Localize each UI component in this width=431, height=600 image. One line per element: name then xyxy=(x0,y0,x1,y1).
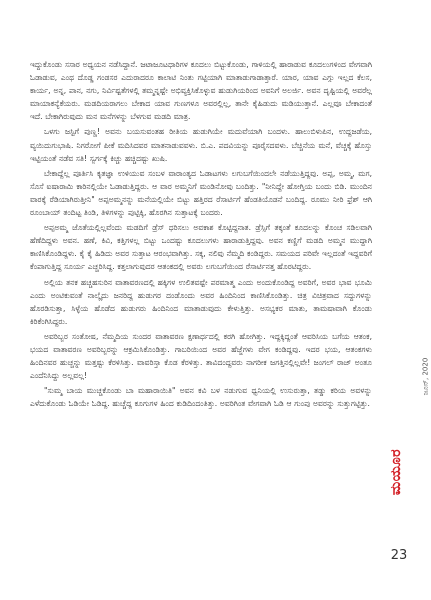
issue-date: ಜೂನ್, 2020 xyxy=(421,357,430,396)
article-paragraph-1: ಇದ್ದುಕೊಂಡು ಸಸಾರ ಅಧ್ಯಯನ ನಡೆಸಿದ್ದಾನೆ. ಜಟಾಜೂಟಧಾರಿಗಳ ಕೂದಲು ಬಿಟ್ಟುಕೊಂಡು, ಗಾಳಿಯಲ್ಲಿ ಹಾರಾಡುವ ಕೂದಲುಗಳಿಂದ ವೇಗವಾಗಿ ಓಡಾಡುವ, ಎಂಥ ದೊಡ್ಡ ಗಂಡಸರ ಎದುರಾದರೂ ಕಾಲಾಟಿ ನಿಂತು ಗಟ್ಟಿಯಾಗಿ ಮಾತಾಡುಗಾಡಾತ್ತಾರೆ. ಯಾರ, ಯಾವ ಎಗ್ಗು ಇಲ್ಲದ ಕೆಲಸ, ಕಾರ್ಯ, ಅನ್ನ, ಪಾನ, ನಗು, ನಿರ್ವಿಷ್ಟತೆಗಳಲ್ಲಿ ತಮ್ಮನ್ನಷ್ಟೇ ಅಭಿವ್ಯಕ್ತಿಸಿಕೊಳ್ಳುವ ಹುಡುಗಿಯರಿಂದ ಅವನಿಗೆ ಅಲರ್ಜಿ. ಅವನ ದೃಷ್ಟಿಯಲ್ಲಿ ಅವರೆಲ್ಲ ಮಾಯಾಕನ್ಯೆಕೆಯರು. ಮಡದಿಯರಾಗಲು ಬೇಕಾದ ಯಾವ ಗುಣಗಳೂ ಅವರಲ್ಲಿಲ್ಲ, ತಾನೇ ಕೈಹಿಡುದು ಮಡಿಯುತ್ತಾನೆ. ಎಲ್ಲವೂ ಬೇಕಾದಂತೆ ಇದೆ. ಬೇಕಾಗಿರುವುದು ಮನ ಮನೆಗಳನ್ನು ಬೆಳಗುವ ಮಡದಿ ಮಾತ್ರ. xyxy=(30,60,372,122)
magazine-name: ಮಯೂರ xyxy=(388,448,404,496)
article-body xyxy=(30,58,372,578)
article-paragraph-2: ಒಳಗು ಜಸ್ಟಿಗೆ ಪುಣ್ಣ! ಅವನು ಬಯಸುವಂತಹ ರೀತಿಯ ಹುಡುಗಿಯೇ ಮದುವೆಯಾಗಿ ಬಂದಳು. ಹಾಲುಬಿಳುಪಿನ, ಉದ್ದಜಡೆಯ, ವ್ಯಯಿದುಗುಭಾಷಿ. ನಿಗರೋಗೆ ಪೀಕೆ ಮದಿಸಿದವರ ಮಾತನಾಡುವವಳು. ಬಿ.ಎ. ಪದವಿಯನ್ನು ಪೂರೈಸದವಳು. ಬೆಚ್ಚಿನೆಯ ಮನೆ, ವೆಚ್ಚಕ್ಕೆ ಹೊಸ್ತು ಇಟ್ಟಿಯಂತೆ ನಡೆವ ಸತಿ! ಸ್ವರ್ಗಕ್ಕೆ ಕಿಚ್ಚು ಹಚ್ಚಿದಷ್ಟು ಖುಷಿ. xyxy=(30,127,372,163)
page-number: 23 xyxy=(390,548,408,563)
magazine-logo xyxy=(372,420,416,530)
article-paragraph-4: ಅಪ್ಪಅಮ್ಮ ಜೊತೆಯಲ್ಲಿಲ್ಲವೆಂದು ಮಡದಿಗೆ ಡ್ರೆಸ್ ಧರಿಸಲು ಅವಕಾಶ ಕೊಟ್ಟಿದ್ದನಾತ. ಡ್ರೆಸ್ಸಿಗೆ ತಕ್ಕಂತೆ ಕೂದಲನ್ನು ಕೊಂಚ ಸಡಿಲವಾಗಿ ಹೆಣೆದಿದ್ದಳು ಅವನ. ಹಣೆ, ಕಿವಿ, ಕತ್ತಿಗಳಲ್ಲ ಬಿಟ್ಟು ಒಂದಷ್ಟು ಕೂದಲುಗಳು ಹಾರಾಡುತ್ತಿದ್ದವು. ಅವನ ಕಣ್ಣಿಗೆ ಮಡದಿ ಅಮ್ಮನ ಮುದ್ದಾಗಿ ಕಾಣಿಸಿಕೊಂಡಿದ್ದಳು. ಕೈ ಕೈ ಹಿಡಿದು ಅವರ ಸುತ್ತಾಟ ಆರಂಭವಾಗಿತ್ತು. ಸಕ್ಕ, ನಲಿವು ನೆಮ್ಮದಿ ಕಂಡಿದ್ದರು. ಸಮಯದ ಪರಿವೇ ಇಲ್ಲದಂತೆ ಇದ್ದವರಿಗೆ ಕೆಂಪಾಗುತ್ತಿದ್ದ ಸೂರ್ಯ ಎಚ್ಚರಿಸಿದ್ದ. ಕತ್ತಲಾಗುವುದರ ಆತಂಕದಲ್ಲಿ ಅವರು ಲಗುಬಗೆಯಿಂದ ರೆಸಾರ್ಟಿನತ್ತ ಹೊರಟಿದ್ದರು. xyxy=(30,223,372,272)
article-paragraph-7: "ಸುಮ್ಮ ಬಾಯ ಮುಚ್ಚಕೊಂಡು ಬಾ ಮಹಾರಾಯಿತಿ" ಅವನ ಕವಿ ಬಳ ನಡುಗುವ ಧ್ವನಿಯಲ್ಲಿ ಉಸುರುತ್ತಾ, ತಡ್ಡು ಕರಿಯ ಅವಳನ್ನು ಎಳೆದುಕೊಂಡು ಓಡಿಯೇ ಓಡಿದ್ದ. ಹುಚ್ಚೆದ್ದ ಕೂಗುಗಳ ಹಿಂದ ಕುಡಿದಿಂದಂತಿತ್ತು. ಅವರಿಗಿಂತ ವೇಗವಾಗಿ ಓಡಿ ಆ ಗುಂಪು ಅವರನ್ನು ಸುತ್ತುಗಟ್ಟಿತ್ತು. xyxy=(30,386,372,409)
article-paragraph-3: ಬೇಕಾದ್ದೆಲ್ಲ ಪೂರ್ತಿಸಿ ಕೃತಜ್ಞಾ ಉಳಿಯುವ ಸಂಬಳ ವಾರಾಂತ್ಯದ ಓಡಾಟಗಳು ಲಗುಬಗೆಯಿಂದಲೇ ನಡೆಯುತ್ತಿದ್ದವು. ಅಪ್ಪ, ಅಮ್ಮ, ಮಗ, ಸೊಸೆ ಐಷಾರಾಮಿ ಕಾರಿನಲ್ಲಿಯೇ ಓಡಾಡುತ್ತಿದ್ದರು. ಆ ವಾರ ಅಮ್ಮನಿಗೆ ಮಂಡಿನೋವು ಬಂದಿತ್ತು. "ನೀನಿದ್ದೇ ಹೋಗ್ತಿಯ ಬಂದು ಬಿಡಿ. ಮುಂದಿನ ವಾರಕ್ಕೆ ರೆಡಿಯಾಗಿರುತ್ತೀನಿ" ಅಪ್ಪಅಮ್ಮನನ್ನು ಮನೆಯಲ್ಲಿಯೇ ಬಿಟ್ಟು ಹತ್ತಿರದ ರೆಸಾರ್ಟಿಗೆ ಹೆಂಡತಿಯೊಡನೆ ಬಂದಿದ್ದ. ರೂಮು ನೀರಿ ಫ್ರೆಶ್ ಆಗಿ ರೂಂಬಾಯ್ ತಂದಿಟ್ಟ ತಿಂಡಿ, ತಿಳಿಗಳನ್ನು ಪುಟ್ಟಿಕ್ಕಿ, ಹೊರಗಿನ ಸುತ್ತಾಟಕ್ಕೆ ಬಂದರು. xyxy=(30,168,372,218)
article-paragraph-5: ಅಲ್ಲಿಯ ತನಕ ಹಚ್ಚಹಸುರಿನ ವಾತಾವರಣದಲ್ಲಿ ಹಕ್ಕಿಗಳ ಉಲಿತವಷ್ಟೇ ಪರಮಾತ್ಮ ಎಂದು ಅಂದುಕೊಂಡಿದ್ದ ಅವರಿಗೆ, ಅವರ ಭಾವ ಭೂಮಿ ಎಂದು ಅಂಟಿಕುವಂತೆ ನಾಲ್ಕೈದು ಜನರಿದ್ದ ಹುಡುಗರ ದಂಡೊಂದು ಅವರ ಹಿಂದಿನಿಂದ ಕಾಣಿಸಿಕೊಂಡಿತ್ತು. ಚಿತ್ರ ವಿಚಿತ್ರವಾದ ಸದ್ದುಗಳನ್ನು ಹೊರಡಿಸುತ್ತಾ, ಸಿಳ್ಳೆಯ ಹೊಡೆದ ಹುಡುಗರು ಹಿಂದಿನಿಂದ ಮಾತಾಡುವುದು ಕೇಳುತ್ತಿತ್ತು. ಅಸಭ್ಯಕರ ಮಾತು, ತಾಮಷಾವಾಗಿ ಕೊಂಡು ಕಿರಿಕೆಂಗಿಸಿದ್ದರು. xyxy=(30,277,372,326)
article-paragraph-6: ಅವರಿಬ್ಬರ ಸಂತೋಷ, ನೆಮ್ಮದಿಯ ಸುಂದರ ವಾತಾವರಣ ಕ್ಷಣಾರ್ಧದಲ್ಲಿ ಕರಗಿ ಹೋಗಿತ್ತು. ಇದ್ದಕ್ಕಿದ್ದಂತೆ ಆವರಿಸಿಯ ಬಗೆಯ ಆತಂಕ, ಭಯದ ವಾತಾವರಣ ಅವರಿಬ್ಬರನ್ನು ಆಕ್ರಮಿಸಿಕೊಂಡಿತ್ತು. ಗಾಬರಿಯಿಂದ ಅವರ ಹೆಜ್ಜೆಗಳು ವೇಗ ಕಂಡಿದ್ದವು. ಇದರ ಭಯ, ಆತಂಕಗಳು ಹಿಂದಿನವರ ಹುಚ್ಚನ್ನು ಮತ್ತಷ್ಟು ಕೆರಳಿಸಿತ್ತು. ವಾವರಿಸ್ತಾ ಕೊಡ ಕೆರಳಿತ್ತು. ತಾವಿದಂದ್ದವರು ನಾಗರೀಕ ಜಗತ್ತಿನಲ್ಲಿಲ್ಲವೇ! ಜಂಗಲ್ ರಾಜ್ ಅಂತೂ ಎಂದೆನಿಸಿದ್ದು ಅಲ್ಲವಲ್ಲ! xyxy=(30,331,372,381)
